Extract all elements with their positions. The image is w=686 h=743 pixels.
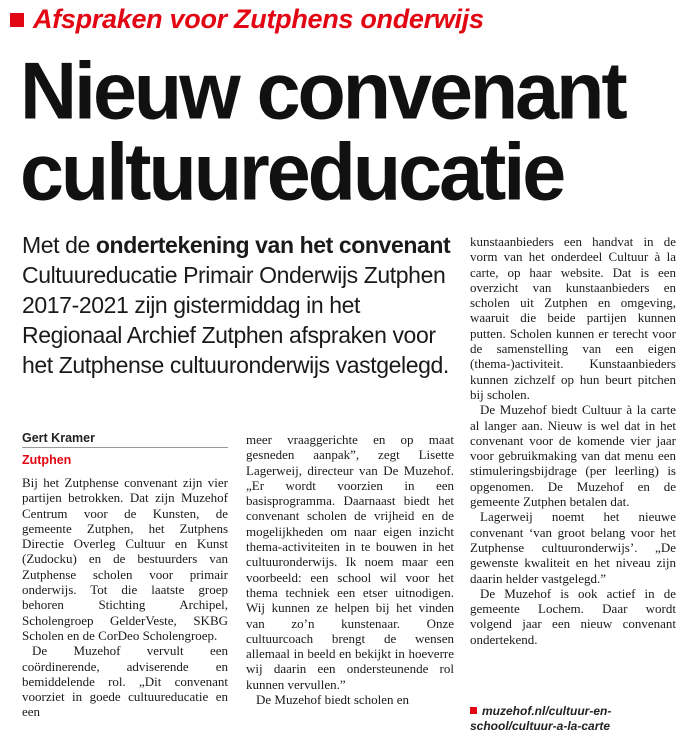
body-paragraph: Lagerweij noemt het nieuwe convenant ‘van groot belang voor het Zutphense cultuuronderwijs’. „De gewenste kwaliteit en het niveau zijn daarin helder vastgelegd.” [470,509,676,586]
body-paragraph: meer vraaggerichte en op maat gesneden aanpak”, zegt Lisette Lagerweij, directeur van De Muzehof. „Er wordt voorzien in een basisprogramma. Daarnaast biedt het convenant scholen de vrijheid en de mogelijkheden om naar eigen inzicht thema-activiteiten in te bouwen in het cultuuronderwijs. Ik noem maar een voorbeeld: een school wil voor het thema techniek een etser uitnodigen. Wij kunnen ze helpen bij het vinden van zo’n kunstenaar. Onze cultuurcoach brengt de wensen allemaal in beeld en bekijkt in hoeverre wij daarin een ondersteunende rol kunnen vervullen.” [246,432,454,692]
body-column-2 [246,432,454,707]
headline-line-1: Nieuw convenant [20,44,625,136]
lead-paragraph [22,230,462,380]
kicker [10,4,484,34]
body-paragraph: kunstaanbieders een handvat in de vorm van het onderdeel Cultuur à la carte, op haar website. Dat is een overzicht van kunstaanbieders en scholen uit Zutphen en omgeving, waaruit die beide partijen kunnen putten. Scholen kunnen er terecht voor de samenstelling van een eigen (thema-)activiteit. Kunstaanbieders kunnen zichzelf op hun beurt pitchen bij scholen. [470,234,676,402]
body-paragraph: De Muzehof vervult een coördinerende, adviserende en bemiddelende rol. „Dit convenant voorziet in goede cultuureducatie en een [22,643,228,720]
body-column-3 [470,234,676,647]
lead-bold: ondertekening van het convenant [95,232,451,258]
headline-line-2: cultuureducatie [20,125,564,217]
link-marker [470,707,477,714]
website-link[interactable] [470,704,676,734]
kicker-marker [10,13,24,27]
lead-pre: Met de [22,232,96,258]
dateline: Zutphen [22,453,72,467]
website-link-text[interactable]: muzehof.nl/cultuur-en-school/cultuur-a-la-carte [470,704,612,733]
byline-rule [22,447,228,448]
body-paragraph: De Muzehof is ook actief in de gemeente Lochem. Daar wordt volgend jaar een nieuw convenant ondertekend. [470,585,676,647]
byline-author: Gert Kramer [22,431,95,445]
body-paragraph: De Muzehof biedt Cultuur à la carte al langer aan. Nieuw is wel dat in het convenant voor de komende vier jaar voor gebruikmaking van dat menu een stimuleringsbijdrage (per leerling) is opgenomen. De Muzehof en de gemeente Zutphen betalen dat. [470,402,676,510]
kicker-text: Afspraken voor Zutphens onderwijs [33,3,484,34]
body-column-1 [22,475,228,720]
lead-post: Cultuureducatie Primair Onderwijs Zutphen 2017-2021 zijn gistermiddag in het Regionaal Archief Zutphen afspraken voor het Zutphense cultuuronderwijs vastgelegd. [22,262,449,378]
body-paragraph: Bij het Zutphense convenant zijn vier partijen betrokken. Dat zijn Muzehof Centrum voor de Kunsten, de gemeente Zutphen, het Zutphens Directie Overleg Cultuur en Kunst (Zudocku) en de bestuurders van Zutphense scholen voor primair onderwijs. Tot die laatste groep behoren Stichting Archipel, Scholengroep GelderVeste, SKBG Scholen en de CorDeo Scholengroep. [22,475,228,643]
body-paragraph: De Muzehof biedt scholen en [256,692,410,708]
